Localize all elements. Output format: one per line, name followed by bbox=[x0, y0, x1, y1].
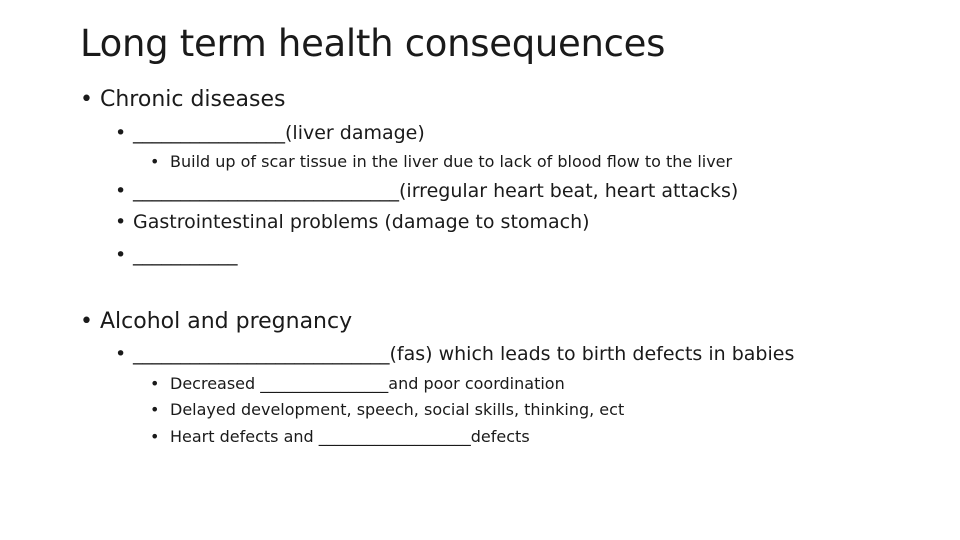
bullet-icon: • bbox=[150, 400, 160, 419]
bullet-icon: • bbox=[150, 427, 160, 446]
bullet-scar-tissue bbox=[150, 152, 732, 171]
bullet-text: ________________(liver damage) bbox=[133, 122, 425, 144]
bullet-chronic-diseases bbox=[80, 87, 286, 112]
bullet-text: Decreased ________________and poor coordination bbox=[170, 374, 565, 393]
bullet-text: Gastrointestinal problems (damage to stomach) bbox=[133, 211, 590, 233]
slide-title: Long term health consequences bbox=[80, 22, 666, 65]
bullet-decreased bbox=[150, 374, 565, 393]
bullet-text: Build up of scar tissue in the liver due to lack of blood flow to the liver bbox=[170, 152, 733, 171]
bullet-text: Chronic diseases bbox=[100, 87, 286, 112]
bullet-heart-defects bbox=[150, 427, 530, 446]
bullet-text: ____________________________(irregular heart beat, heart attacks) bbox=[133, 180, 739, 202]
bullet-icon: • bbox=[115, 343, 127, 365]
bullet-alcohol-pregnancy bbox=[80, 309, 352, 334]
bullet-irregular-heartbeat bbox=[115, 180, 738, 202]
bullet-text: Heart defects and ___________________defects bbox=[170, 427, 530, 446]
bullet-icon: • bbox=[80, 87, 93, 112]
bullet-text: Alcohol and pregnancy bbox=[100, 309, 353, 334]
bullet-icon: • bbox=[150, 152, 160, 171]
bullet-text: Delayed development, speech, social skills, thinking, ect bbox=[170, 400, 625, 419]
bullet-gastrointestinal bbox=[115, 211, 590, 233]
bullet-icon: • bbox=[150, 374, 160, 393]
bullet-icon: • bbox=[115, 180, 127, 202]
bullet-delayed-development bbox=[150, 400, 624, 419]
bullet-liver-damage bbox=[115, 122, 425, 144]
bullet-blank bbox=[115, 244, 238, 266]
bullet-icon: • bbox=[115, 122, 127, 144]
bullet-fas bbox=[115, 343, 794, 365]
bullet-text: ___________________________(fas) which leads to birth defects in babies bbox=[133, 343, 795, 365]
bullet-icon: • bbox=[80, 309, 93, 334]
bullet-icon: • bbox=[115, 244, 127, 266]
bullet-icon: • bbox=[115, 211, 127, 233]
bullet-text: ___________ bbox=[133, 244, 238, 266]
